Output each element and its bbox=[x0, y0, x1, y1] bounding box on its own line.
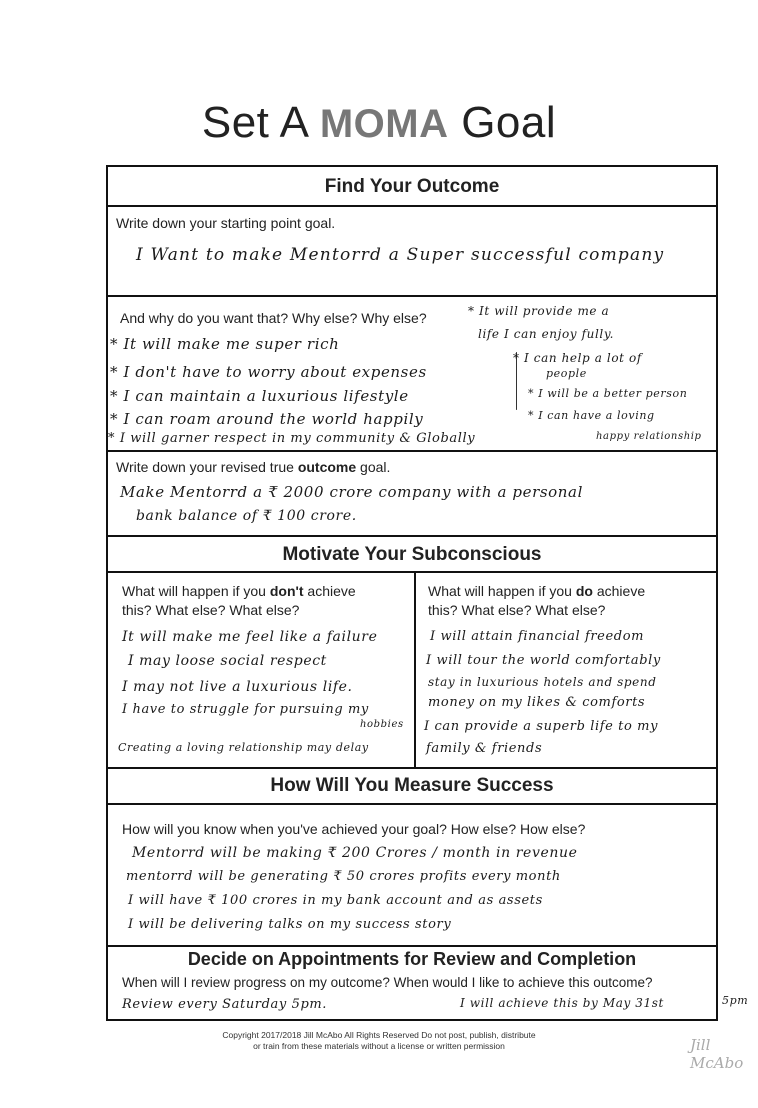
completion-time: 5pm bbox=[722, 994, 749, 1007]
completion-answer: I will achieve this by May 31st bbox=[460, 996, 664, 1010]
dont-achieve-line: hobbies bbox=[360, 719, 404, 730]
why-prompt: And why do you want that? Why else? Why else? bbox=[120, 310, 427, 326]
why-answer-right: happy relationship bbox=[596, 431, 702, 442]
do-achieve-line: I will tour the world comfortably bbox=[426, 653, 661, 668]
dont-achieve-prompt-2: this? What else? What else? bbox=[122, 602, 300, 618]
review-answer: Review every Saturday 5pm. bbox=[122, 997, 328, 1012]
divider bbox=[108, 205, 716, 207]
dont-achieve-line: It will make me feel like a failure bbox=[122, 629, 378, 645]
dont-achieve-line: Creating a loving relationship may delay bbox=[118, 741, 369, 754]
column-divider bbox=[414, 571, 416, 767]
dont-achieve-prompt: What will happen if you don't achieve bbox=[122, 583, 356, 599]
moma-logo: MOMA bbox=[319, 102, 449, 146]
why-answer-line: * It will make me super rich bbox=[110, 335, 340, 353]
why-answer-right: * It will provide me a bbox=[468, 304, 610, 318]
dont-achieve-line: I may not live a luxurious life. bbox=[122, 679, 353, 695]
do-achieve-line: family & friends bbox=[426, 741, 543, 756]
do-achieve-line: money on my likes & comforts bbox=[428, 695, 646, 710]
why-answer-line: * I will garner respect in my community & Globally bbox=[108, 431, 476, 446]
measure-line: I will have ₹ 100 crores in my bank account and as assets bbox=[128, 893, 543, 908]
measure-header: How Will You Measure Success bbox=[270, 775, 554, 796]
divider bbox=[108, 571, 716, 573]
copyright-notice: Copyright 2017/2018 Jill McAbo All Rights Reserved Do not post, publish, distribute or train from these materials without a license or written permission bbox=[222, 1030, 536, 1051]
why-answer-right: * I will be a better person bbox=[528, 387, 688, 400]
worksheet-frame bbox=[106, 165, 718, 1021]
starting-goal-answer: I Want to make Mentorrd a Super successful company bbox=[136, 245, 665, 265]
revised-goal-line: bank balance of ₹ 100 crore. bbox=[136, 508, 357, 524]
why-answer-line: * I don't have to worry about expenses bbox=[110, 363, 427, 381]
find-outcome-header: Find Your Outcome bbox=[324, 176, 500, 197]
revised-goal-prompt: Write down your revised true outcome goal. bbox=[116, 459, 391, 475]
why-answer-line: * I can roam around the world happily bbox=[110, 410, 424, 428]
divider bbox=[108, 945, 716, 947]
starting-goal-prompt: Write down your starting point goal. bbox=[116, 215, 336, 231]
dont-achieve-line: I may loose social respect bbox=[128, 653, 327, 669]
divider bbox=[108, 803, 716, 805]
do-achieve-line: I will attain financial freedom bbox=[430, 629, 645, 644]
measure-line: mentorrd will be generating ₹ 50 crores profits every month bbox=[126, 869, 561, 884]
divider bbox=[108, 295, 716, 297]
divider bbox=[108, 767, 716, 769]
measure-line: Mentorrd will be making ₹ 200 Crores / month in revenue bbox=[132, 845, 578, 861]
why-answer-right: * I can have a loving bbox=[528, 409, 655, 422]
motivate-header: Motivate Your Subconscious bbox=[282, 544, 542, 565]
measure-line: I will be delivering talks on my success story bbox=[128, 917, 452, 932]
divider bbox=[108, 535, 716, 537]
why-answer-right: * I can help a lot of bbox=[513, 351, 642, 365]
do-achieve-line: stay in luxurious hotels and spend bbox=[428, 675, 657, 689]
page-title: Set A MOMA Goal bbox=[201, 98, 557, 147]
revised-goal-line: Make Mentorrd a ₹ 2000 crore company with a personal bbox=[120, 483, 583, 501]
measure-prompt: How will you know when you've achieved your goal? How else? How else? bbox=[122, 821, 586, 837]
divider bbox=[108, 450, 716, 452]
do-achieve-prompt: What will happen if you do achieve bbox=[428, 583, 646, 599]
dont-achieve-line: I have to struggle for pursuing my bbox=[122, 702, 369, 717]
signature: Jill McAbo bbox=[690, 1036, 744, 1072]
do-achieve-line: I can provide a superb life to my bbox=[424, 719, 659, 734]
why-answer-right: life I can enjoy fully. bbox=[478, 327, 615, 341]
why-answer-line: * I can maintain a luxurious lifestyle bbox=[110, 387, 409, 405]
do-achieve-prompt-2: this? What else? What else? bbox=[428, 602, 606, 618]
review-prompt: When will I review progress on my outcome? When would I like to achieve this outcome? bbox=[122, 975, 653, 990]
decide-header: Decide on Appointments for Review and Completion bbox=[187, 949, 637, 969]
why-answer-right: people bbox=[546, 367, 587, 380]
